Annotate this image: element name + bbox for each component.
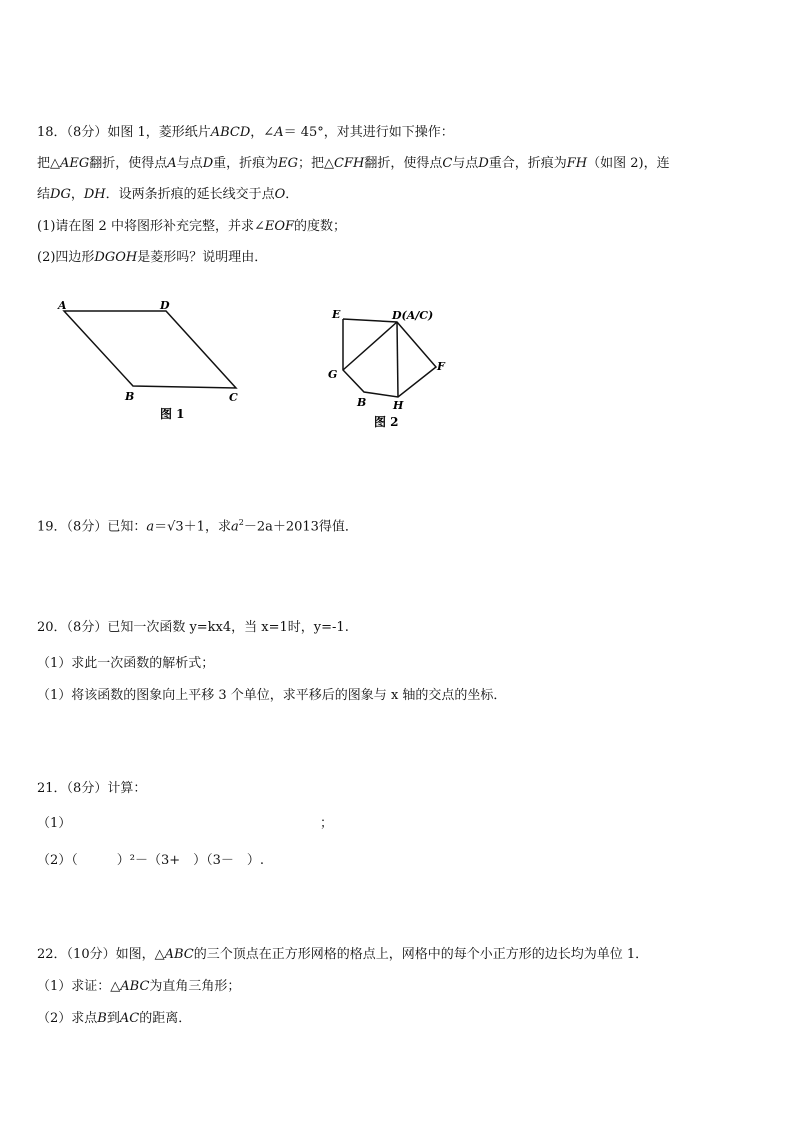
q18-line2: 把△AEG翻折，使得点A与点D重，折痕为EG；把△CFH翻折，使得点C与点D重合，折痕为FH（如图 2)，连 [37,156,670,171]
q18-part1: (1)请在图 2 中将图形补充完整，并求∠EOF的度数； [37,219,347,234]
q20-part2: （1）将该函数的图象向上平移 3 个单位，求平移后的图象与 x 轴的交点的坐标． [37,688,507,703]
q19-line: 19．（8分）已知：a＝√3＋1，求$a^2-2a+2013$得值． [37,518,358,535]
fig1-label-D: D [160,299,170,312]
figure-1 [50,295,260,425]
fig2-label-E: E [332,308,341,321]
fig1-label-A: A [58,299,67,312]
fig1-caption: 图 1 [160,407,185,421]
fig2-label-G: G [328,368,338,381]
fig2-label-F: F [437,360,445,373]
fig2-caption: 图 2 [374,415,399,429]
q22-head: 22．（10分）如图，△ABC的三个顶点在正方形网格的格点上，网格中的每个小正方形的边长均为单位 1． [37,947,649,962]
q18-part2: (2)四边形DGOH是菱形吗？说明理由． [37,250,268,265]
fig2-label-B: B [357,396,367,409]
q21-part1: （1） ； [37,816,334,831]
shape-label: ABCD [210,125,251,140]
fig2-label-H: H [393,399,404,412]
q18-line1: 18．（8分）如图 1，菱形纸片ABCD，∠A＝ 45°，对其进行如下操作： [37,125,454,140]
q22-part2: （2）求点B到AC的距离． [37,1011,192,1026]
fig1-label-C: C [229,391,238,404]
q21-head: 21．（8分）计算： [37,781,147,796]
q20-part1: （1）求此一次函数的解析式； [37,656,215,671]
q22-part1: （1）求证：△ABC为直角三角形； [37,979,241,994]
q18-line3: 结DG，DH．设两条折痕的延长线交于点O． [37,187,299,202]
figure-2 [320,300,470,435]
q21-part2: （2）（ ）²－（3+ ）（3－ ）. [37,853,265,868]
segment-dg [343,322,397,370]
fig1-label-B: B [125,390,135,403]
rhombus-abcd [64,311,236,388]
q20-head: 20．（8分）已知一次函数 y=kx4，当 x=1时，y=-1. [37,620,349,635]
fig2-label-D: D(A/C) [392,309,434,322]
segment-dh [397,322,398,397]
